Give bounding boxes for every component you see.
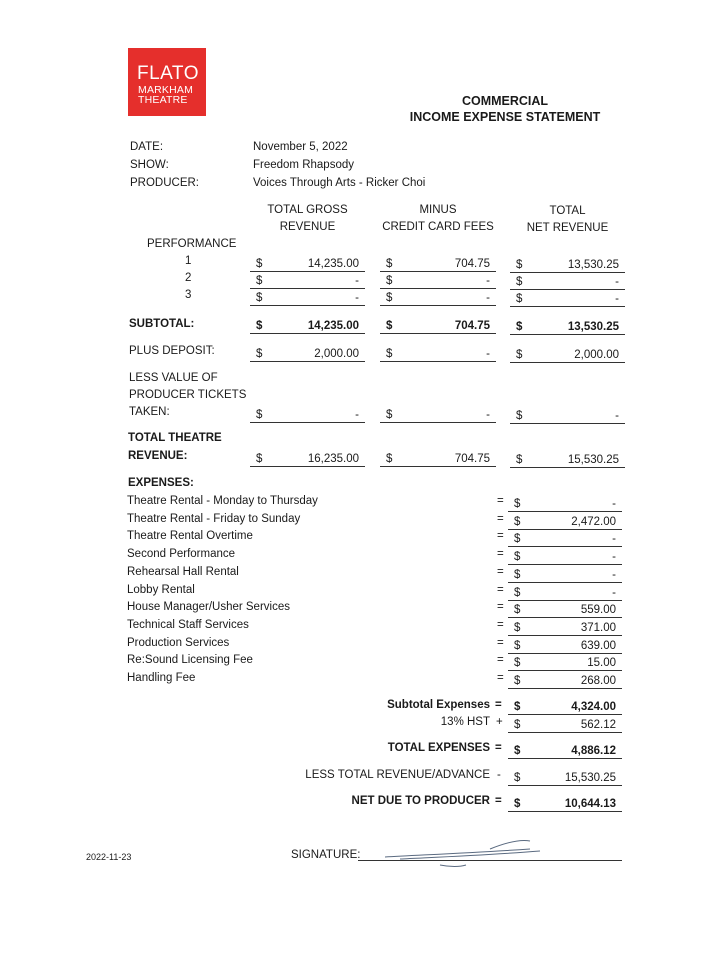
perf3-gross: $ - — [250, 289, 365, 306]
less-revenue-label: LESS TOTAL REVENUE/ADVANCE — [305, 769, 490, 781]
net-due-value: $ 10,644.13 — [508, 795, 622, 812]
less-revenue-value: $ 15,530.25 — [508, 769, 622, 786]
expense-op: = — [497, 601, 504, 613]
expense-label: Technical Staff Services — [127, 619, 249, 631]
perf1-net: $ 13,530.25 — [510, 256, 625, 273]
expense-op: = — [497, 637, 504, 649]
logo-line1: FLATO — [137, 63, 199, 84]
producer-label: PRODUCER: — [130, 177, 200, 189]
logo-line3: THEATRE — [138, 94, 188, 106]
subtotal-label: SUBTOTAL: — [129, 318, 195, 330]
signature-scribble — [380, 835, 550, 875]
expense-label: Second Performance — [127, 548, 236, 560]
total-expenses-label: TOTAL EXPENSES — [387, 742, 490, 754]
net-due-op: = — [495, 795, 502, 807]
expense-value: $ 639.00 — [508, 637, 622, 654]
expense-op: = — [497, 584, 504, 596]
subtotal-expenses-op: = — [495, 699, 502, 711]
expense-op: = — [497, 530, 504, 542]
less-tickets-net: $ - — [510, 407, 625, 424]
less-tickets-label-2: PRODUCER TICKETS — [129, 389, 247, 401]
hst-value: $ 562.12 — [508, 716, 622, 733]
expense-label: Rehearsal Hall Rental — [127, 566, 239, 578]
deposit-cc: $ - — [380, 345, 496, 362]
expense-op: = — [497, 548, 504, 560]
less-tickets-cc: $ - — [380, 406, 496, 423]
title-line1: COMMERCIAL — [461, 94, 549, 108]
hst-op: + — [496, 716, 503, 728]
expense-op: = — [497, 672, 504, 684]
col-net-header-1: TOTAL — [549, 205, 586, 217]
expense-op: = — [497, 654, 504, 666]
logo-line2: MARKHAM — [138, 84, 194, 96]
performance-num: 2 — [185, 272, 192, 284]
net-due-label: NET DUE TO PRODUCER — [351, 795, 490, 807]
perf2-gross: $ - — [250, 272, 365, 289]
perf1-cc: $ 704.75 — [380, 255, 496, 272]
date-label: DATE: — [130, 141, 164, 153]
expense-label: House Manager/Usher Services — [127, 601, 290, 613]
expenses-heading: EXPENSES: — [128, 477, 194, 489]
expense-value: $ 2,472.00 — [508, 513, 622, 530]
subtotal-expenses-label: Subtotal Expenses — [387, 699, 490, 711]
deposit-net: $ 2,000.00 — [510, 346, 625, 363]
expense-label: Theatre Rental - Monday to Thursday — [127, 495, 318, 507]
total-revenue-gross: $ 16,235.00 — [250, 450, 365, 467]
expense-label: Theatre Rental Overtime — [127, 530, 253, 542]
perf2-net: $ - — [510, 273, 625, 290]
col-cc-header-1: MINUS — [419, 204, 457, 216]
expense-value: $ 371.00 — [508, 619, 622, 636]
less-revenue-op: - — [497, 769, 501, 781]
subtotal-net: $ 13,530.25 — [510, 318, 625, 335]
perf2-cc: $ - — [380, 272, 496, 289]
performance-label: PERFORMANCE — [147, 238, 237, 250]
less-tickets-label-3: TAKEN: — [129, 406, 170, 418]
expense-op: = — [497, 495, 504, 507]
perf3-cc: $ - — [380, 289, 496, 306]
col-net-header-2: NET REVENUE — [526, 222, 609, 234]
perf3-net: $ - — [510, 290, 625, 307]
col-cc-header-2: CREDIT CARD FEES — [382, 221, 494, 233]
expense-value: $ 559.00 — [508, 601, 622, 618]
total-expenses-op: = — [495, 742, 502, 754]
expense-value: $ - — [508, 584, 622, 601]
expense-value: $ - — [508, 548, 622, 565]
subtotal-expenses-value: $ 4,324.00 — [508, 698, 622, 715]
expense-value: $ - — [508, 566, 622, 583]
total-revenue-cc: $ 704.75 — [380, 450, 496, 467]
date-value: November 5, 2022 — [253, 141, 348, 153]
subtotal-cc: $ 704.75 — [380, 317, 496, 334]
expense-label: Lobby Rental — [127, 584, 195, 596]
expense-value: $ - — [508, 530, 622, 547]
flato-logo — [128, 48, 206, 116]
subtotal-gross: $ 14,235.00 — [250, 317, 365, 334]
performance-num: 1 — [185, 255, 192, 267]
performance-num: 3 — [185, 289, 192, 301]
total-revenue-net: $ 15,530.25 — [510, 451, 625, 468]
col-gross-header-1: TOTAL GROSS — [267, 204, 348, 216]
expense-label: Production Services — [127, 637, 230, 649]
less-tickets-label-1: LESS VALUE OF — [129, 372, 218, 384]
expense-label: Re:Sound Licensing Fee — [127, 654, 253, 666]
title-line2: INCOME EXPENSE STATEMENT — [409, 110, 601, 124]
expense-op: = — [497, 566, 504, 578]
show-value: Freedom Rhapsody — [253, 159, 354, 171]
total-revenue-label-1: TOTAL THEATRE — [128, 432, 222, 444]
col-gross-header-2: REVENUE — [279, 221, 336, 233]
expense-op: = — [497, 513, 504, 525]
expense-label: Handling Fee — [127, 672, 196, 684]
deposit-label: PLUS DEPOSIT: — [129, 345, 215, 357]
expense-value: $ 15.00 — [508, 654, 622, 671]
deposit-gross: $ 2,000.00 — [250, 345, 365, 362]
signature-label: SIGNATURE: — [291, 849, 361, 861]
producer-value: Voices Through Arts - Ricker Choi — [253, 177, 426, 189]
expense-value: $ - — [508, 495, 622, 512]
expense-value: $ 268.00 — [508, 672, 622, 689]
perf1-gross: $ 14,235.00 — [250, 255, 365, 272]
total-expenses-value: $ 4,886.12 — [508, 742, 622, 759]
footer-date: 2022-11-23 — [86, 852, 132, 862]
expense-label: Theatre Rental - Friday to Sunday — [127, 513, 301, 525]
total-revenue-label-2: REVENUE: — [128, 450, 188, 462]
less-tickets-gross: $ - — [250, 406, 365, 423]
expense-op: = — [497, 619, 504, 631]
show-label: SHOW: — [130, 159, 169, 171]
hst-label: 13% HST — [440, 716, 490, 728]
